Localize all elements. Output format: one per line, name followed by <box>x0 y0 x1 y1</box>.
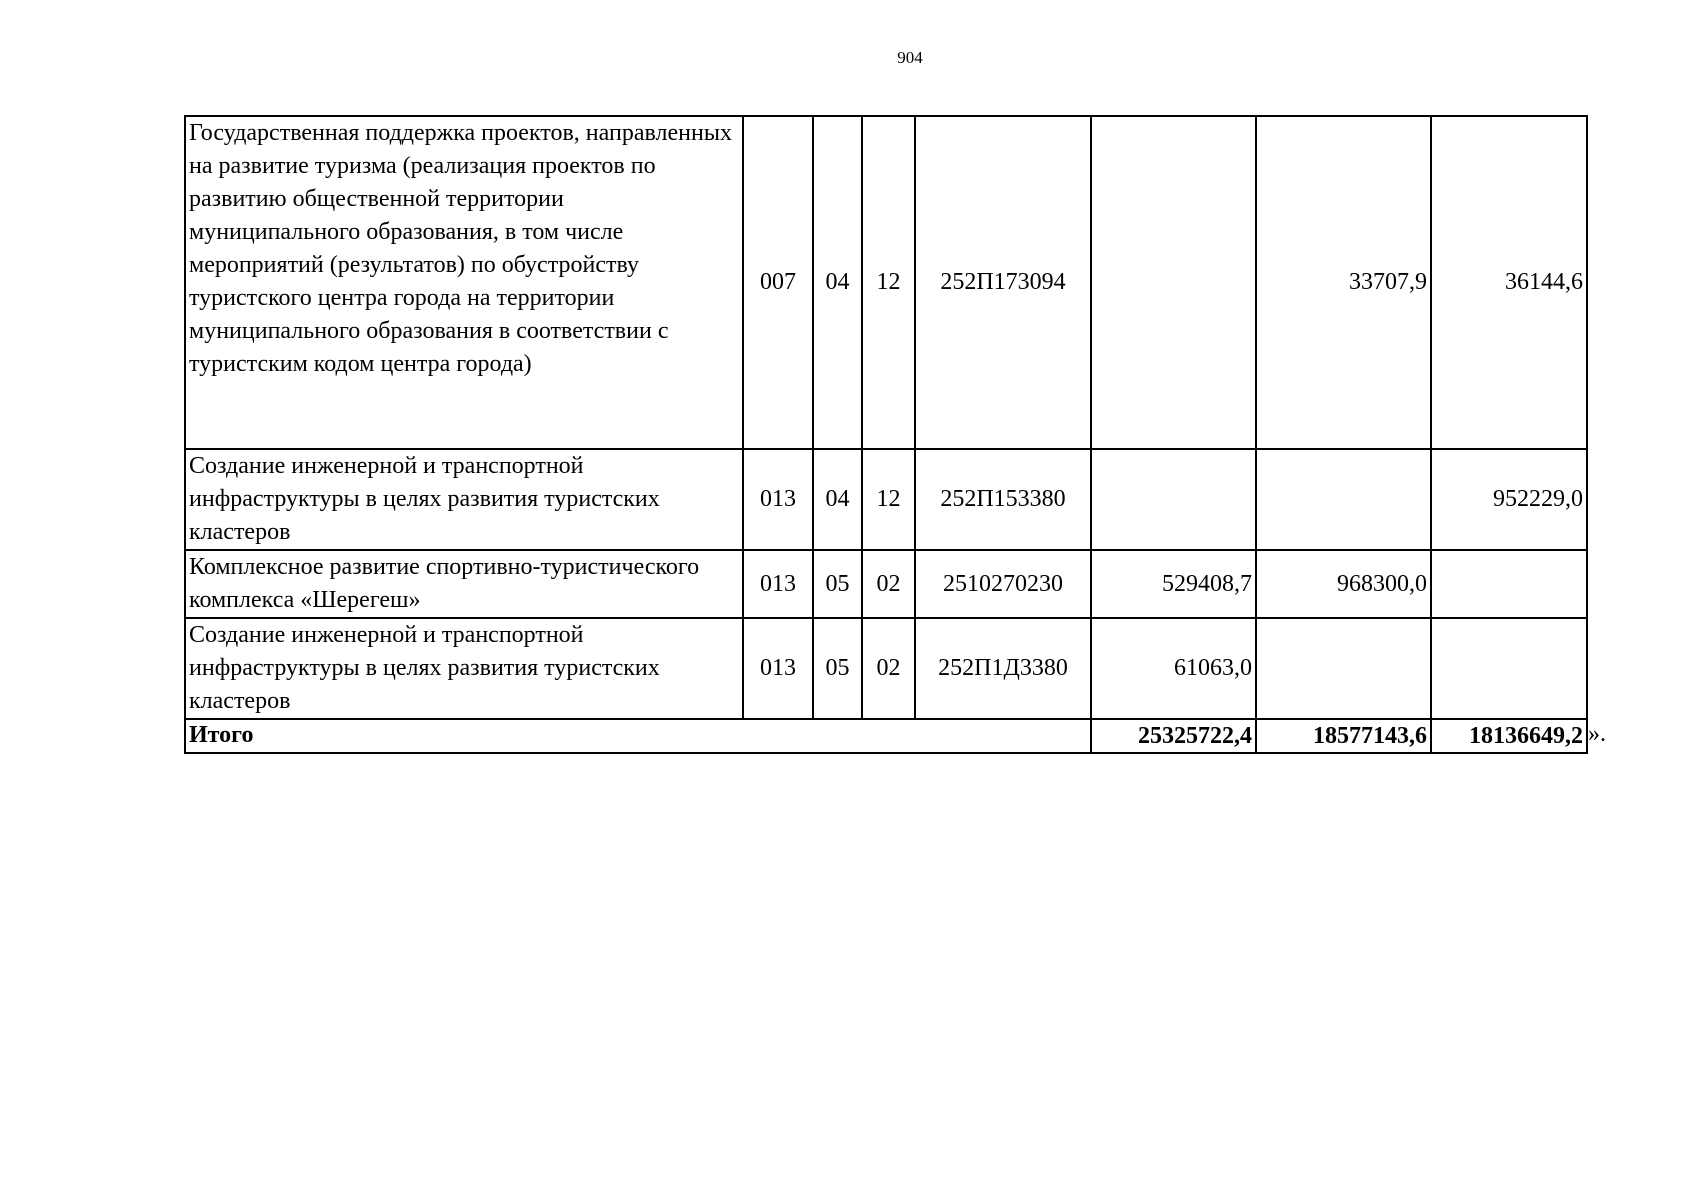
subsection-code: 02 <box>862 550 915 618</box>
section-code: 04 <box>813 116 862 449</box>
amount-year-2: 33707,9 <box>1256 116 1431 449</box>
closing-quote-mark: ». <box>1588 721 1606 747</box>
subsection-code: 02 <box>862 618 915 719</box>
amount-year-1: 61063,0 <box>1091 618 1256 719</box>
section-code: 05 <box>813 550 862 618</box>
target-code: 2510270230 <box>915 550 1091 618</box>
expense-name: Комплексное развитие спортивно-туристического комплекса «Шерегеш» <box>185 550 743 618</box>
target-code: 252П1Д3380 <box>915 618 1091 719</box>
subsection-code: 12 <box>862 449 915 550</box>
expense-name: Государственная поддержка проектов, направленных на развитие туризма (реализация проектов по развитию общественной территории муниципального образования, в том числе мероприятий (результатов) по обустройству туристского центра города на территории муниципального образования в соответствии с туристским кодом центра города) <box>185 116 743 449</box>
amount-year-2 <box>1256 449 1431 550</box>
amount-year-2 <box>1256 618 1431 719</box>
ministry-code: 013 <box>743 618 813 719</box>
expense-name: Создание инженерной и транспортной инфраструктуры в целях развития туристских кластеров <box>185 449 743 550</box>
page-number: 904 <box>897 48 923 67</box>
table-row <box>185 116 1587 449</box>
total-year-2: 18577143,6 <box>1256 719 1431 753</box>
amount-year-1 <box>1091 449 1256 550</box>
target-code: 252П153380 <box>915 449 1091 550</box>
budget-table <box>184 115 1588 754</box>
amount-year-3 <box>1431 618 1587 719</box>
section-code: 05 <box>813 618 862 719</box>
total-year-1: 25325722,4 <box>1091 719 1256 753</box>
subsection-code: 12 <box>862 116 915 449</box>
ministry-code: 007 <box>743 116 813 449</box>
amount-year-2: 968300,0 <box>1256 550 1431 618</box>
total-label: Итого <box>185 719 1091 753</box>
amount-year-3 <box>1431 550 1587 618</box>
amount-year-1: 529408,7 <box>1091 550 1256 618</box>
amount-year-3: 36144,6 <box>1431 116 1587 449</box>
total-year-3: 18136649,2 <box>1431 719 1587 753</box>
total-row <box>185 719 1587 753</box>
section-code: 04 <box>813 449 862 550</box>
table-row <box>185 550 1587 618</box>
table-row <box>185 449 1587 550</box>
amount-year-3: 952229,0 <box>1431 449 1587 550</box>
expense-name: Создание инженерной и транспортной инфраструктуры в целях развития туристских кластеров <box>185 618 743 719</box>
ministry-code: 013 <box>743 449 813 550</box>
ministry-code: 013 <box>743 550 813 618</box>
target-code: 252П173094 <box>915 116 1091 449</box>
table-row <box>185 618 1587 719</box>
amount-year-1 <box>1091 116 1256 449</box>
